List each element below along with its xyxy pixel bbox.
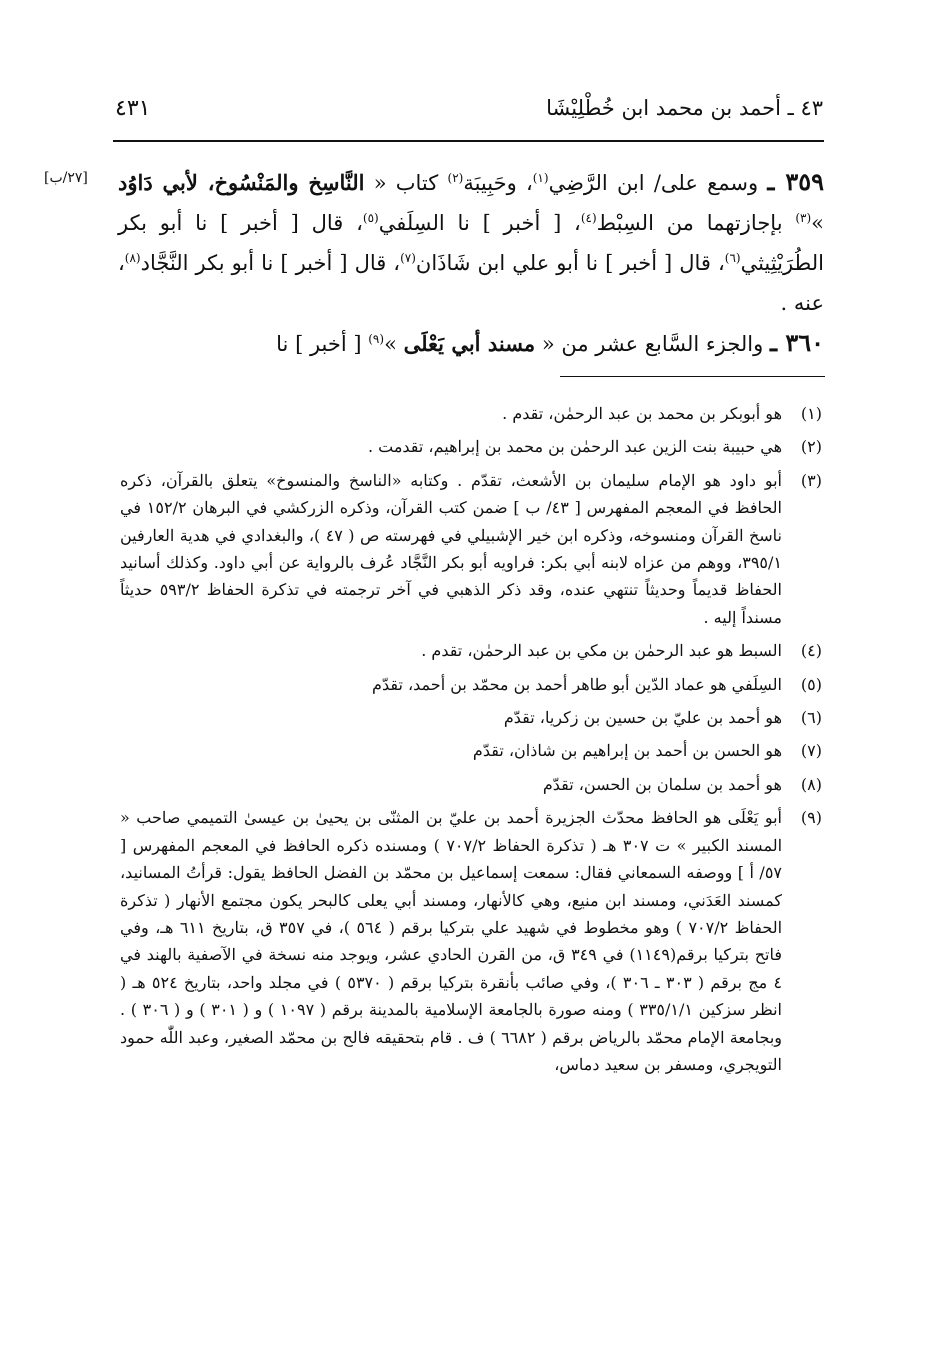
text-run: ، عنه . <box>118 251 824 315</box>
main-text <box>118 162 824 364</box>
footnote-number: (٥) <box>800 674 822 694</box>
entry-360 <box>118 323 824 364</box>
footnote-number: (٣) <box>800 470 822 490</box>
page-header <box>115 96 823 136</box>
text-run: » <box>811 211 825 235</box>
footnote-number: (٦) <box>800 708 822 728</box>
footnote <box>120 737 822 764</box>
footnote-ref[interactable]: (٩) <box>368 332 385 346</box>
footnote <box>120 771 822 798</box>
running-title: ٤٣ ـ أحمد بن محمد ابن خُطْلِيْشَا <box>546 96 823 120</box>
footnote-ref[interactable]: (١) <box>532 171 549 185</box>
footnote-ref[interactable]: (٣) <box>795 211 812 225</box>
footnote <box>120 704 822 731</box>
footnote <box>120 467 822 631</box>
entry-number: ٣٥٩ ـ <box>767 167 824 196</box>
text-run: بإجازتهما من السِبْط <box>596 211 796 235</box>
footnotes <box>120 400 822 1084</box>
text-run: » <box>384 332 404 356</box>
entry-359 <box>118 162 824 323</box>
text-run: والجزء السَّابع عشر من « <box>535 332 770 356</box>
book-title: مسند أبي يَعْلَى <box>403 331 536 356</box>
footnote-ref[interactable]: (٨) <box>124 251 141 265</box>
footnote-text: هو أحمد بن عليّ بن حسين بن زكريا، تقدّم <box>503 708 782 728</box>
footnote-text: أبو يَعْلَى هو الحافظ محدّث الجزيرة أحمد بن عليّ بن المثنّى بن يحيىٰ بن عيسىٰ التميمي صاحب « المسند الكبير » ت ٣٠٧ هـ ( تذكرة الحفاظ ٧٠٧/٢ ) ومسنده ذكره الحافظ في المعجم المفهرس [ ٥٧/ أ ] ووصفه السمعاني فقال: سمعت إسماعيل بن محمّد بن الفضل الحافظ يقول: قرأتُ المسانيد، كمسند العَدَني، ومسند ابن منيع، وهي كالأنهار، ومسند أبي يعلى كالبحر يكون مجتمع الأنهار ( تذكرة الحفاظ ٧٠٧/٢ ) وهو مخطوط في شهيد علي بتركيا برقم ( ٥٦٤ )، في ٣٥٧ ق، بتاريخ ٦١١ هـ، وفي فاتح بتركيا برقم(١١٤٩) في ٣٤٩ ق، من القرن الحادي عشر، ويوجد منه نسخة في الآصفية بالهند في ٤ مج برقم ( ٣٠٣ ـ ٣٠٦ )، وفي صائب بأنقرة بتركيا برقم ( ٥٣٧٠ ) في مجلد واحد، بتاريخ ٥٢٤ هـ ( انظر سزكين ٣٣٥/١/١ ) ومنه صورة بالجامعة الإسلامية بالمدينة برقم ( ١٠٩٧ ) و ( ٣٠١ ) و ( ٣٠٦ ) . وبجامعة الإمام محمّد بالرياض برقم ( ٦٦٨٢ ) ف . قام بتحقيقه فالح بن محمّد الصغير، وعبد اللّٰه حمود التويجري، ومسفر بن سعيد دماس، <box>120 808 783 1074</box>
footnote <box>120 400 822 427</box>
footnote-text: هو أحمد بن سلمان بن الحسن، تقدّم <box>542 774 782 794</box>
text-run: ، وحَبِيبَة <box>463 171 533 195</box>
entry-number: ٣٦٠ ـ <box>769 328 824 357</box>
text-run: ، [ أخبر ] نا السِلَفي <box>378 211 581 235</box>
footnote-text: أبو داود هو الإمام سليمان بن الأشعث، تقدّم . وكتابه «الناسخ والمنسوخ» يتعلق بالقرآن، ذكره الحافظ في المعجم المفهرس [ ٤٣/ ب ] ضمن كتب القرآن، وذكره الزركشي في البرهان ١٥٢/٢ في ناسخ القرآن ومنسوخه، وذكره ابن خير الإشبيلي في فهرسته ص ( ٤٧ )، والبغدادي في هدية العارفين ٣٩٥/١، ووهم من عزاه لابنه أبي بكر: فراويه أبو بكر النَّجَّاد عُرف بالرواية عن أبي داود. وكذلك أسانيد الحفاظ قديماً وحديثاً تنتهي عنده، وقد ذكر الذهبي في آخر ترجمته في تذكرة الحفاظ ٥٩٣/٢ حديثاً مسنداً إليه . <box>120 470 783 627</box>
footnote-number: (٩) <box>800 808 822 828</box>
footnote-number: (١) <box>800 404 822 423</box>
footnote <box>120 637 822 664</box>
footnote <box>120 804 822 1078</box>
footnote-number: (٨) <box>800 774 822 794</box>
footnote-text: هي حبيبة بنت الزين عبد الرحمٰن بن محمد بن إبراهيم، تقدمت . <box>367 437 782 457</box>
footnote-ref[interactable]: (٢) <box>447 171 464 185</box>
footnote-ref[interactable]: (٤) <box>580 211 597 225</box>
footnote <box>120 671 822 698</box>
footnote-text: هو أبوبكر بن محمد بن عبد الرحمٰن، تقدم . <box>502 404 782 423</box>
footnote-number: (٤) <box>800 641 822 661</box>
footnote-number: (٧) <box>800 741 822 761</box>
footnote-ref[interactable]: (٦) <box>724 251 741 265</box>
header-divider <box>113 140 824 142</box>
page-number: ٤٣١ <box>115 96 151 121</box>
footnote-text: السِلَفي هو عماد الدّين أبو طاهر أحمد بن محمّد بن أحمد، تقدّم <box>372 674 782 694</box>
text-run: ، قال [ أخبر ] نا أبو بكر الطُرَيْثِيثي <box>118 211 824 275</box>
footnote-text: هو الحسن بن أحمد بن إبراهيم بن شاذان، تقدّم <box>472 741 782 761</box>
footnote-number: (٢) <box>800 437 822 457</box>
text-run: كتاب « <box>364 171 448 195</box>
text-run: ، قال [ أخبر ] نا أبو علي ابن شَاذَان <box>415 251 725 275</box>
text-run: وسمع على/ ابن الرَّضِي <box>548 171 768 195</box>
footnote-text: السبط هو عبد الرحمٰن بن مكي بن عبد الرحمٰن، تقدم . <box>421 641 782 661</box>
footnote-divider <box>560 376 825 377</box>
footnote <box>120 433 822 460</box>
text-run: [ أخبر ] نا <box>276 332 369 356</box>
manuscript-folio-reference: [٢٧/ب] <box>44 170 88 186</box>
book-title: النَّاسِخ والمَنْسُوخ، لأبي دَاوُد <box>118 170 365 195</box>
footnote-ref[interactable]: (٥) <box>362 211 379 225</box>
text-run: ، قال [ أخبر ] نا أبو بكر النَّجَّاد <box>140 251 401 275</box>
footnote-ref[interactable]: (٧) <box>400 251 416 265</box>
